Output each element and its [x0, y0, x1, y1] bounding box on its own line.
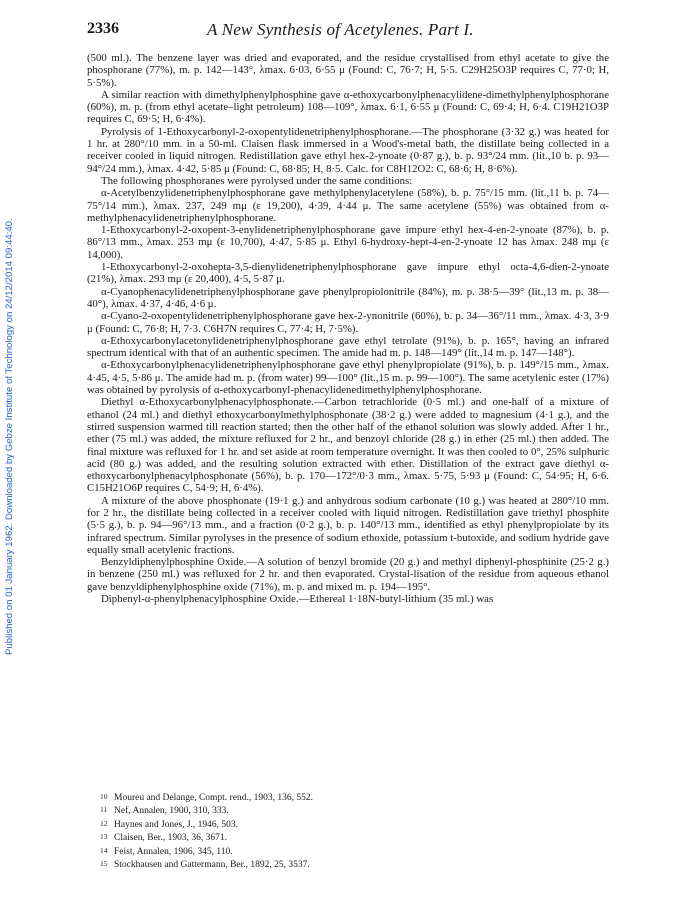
page-header	[87, 20, 609, 40]
reference-item	[100, 858, 560, 871]
paragraph: A mixture of the above phosphonate (19·1 g.) and anhydrous sodium carbonate (10 g.) was heated at 280°/10 mm. for 2 hr., the distillate being collected in a receiver cooled with liquid nitrogen. Redistillation gave triethyl phosphite (5·5 g.), b. p. 94—96°/13 mm., and a fraction (0·2 g.), b. p. 140°/13 mm., identified as ethyl phenylpropiolate by its infrared spectrum. Similar pyrolyses in the presence of sodium ethoxide, potassium t-butoxide, and sodium hydride gave equally small acetylenic fractions.	[87, 494, 609, 556]
paragraph: 1-Ethoxycarbonyl-2-oxohepta-3,5-dienylidenetriphenylphosphorane gave impure ethyl octa-4,6-dien-2-ynoate (21%), λmax. 293 mμ (ε 20,400), 4·5, 5·87 μ.	[87, 261, 609, 286]
reference-text: Haynes and Jones, J., 1946, 503.	[114, 819, 239, 830]
paragraph: Benzyldiphenylphosphine Oxide.—A solution of benzyl bromide (20 g.) and methyl diphenyl-phosphinite (25·2 g.) in benzene (250 ml.) was refluxed for 2 hr. and then evaporated. Crystal-lisation of the residue from aqueous ethanol gave benzyldiphenylphosphine oxide (71%), m. p. and mixed m. p. 194—195°.	[87, 556, 609, 593]
paragraph: A similar reaction with dimethylphenylphosphine gave α-ethoxycarbonylphenacylidene-dimethylphenylphosphorane (60%), m. p. (from ethyl acetate–light petroleum) 108—109°, λmax. 6·1, 6·55 μ (Found: C, 69·4; H, 6·4. C19H21O3P requires C, 69·5; H, 6·4%).	[87, 88, 609, 126]
paragraph: α-Cyanophenacylidenetriphenylphosphorane gave phenylpropiolonitrile (84%), m. p. 38·5—39° (lit.,13 m. p. 38—40°), λmax. 4·37, 4·46, 4·6 μ.	[87, 285, 609, 310]
reference-item	[100, 804, 560, 817]
paragraph: α-Ethoxycarbonylphenacylidenetriphenylphosphorane gave ethyl phenylpropiolate (91%), b. p. 149°/15 mm., λmax. 4·45, 4·5, 5·86 μ. The amide had m. p. (from water) 99—100° (lit.,15 m. p. 99—100°). The same acetylenic ester (17%) was obtained by pyrolysis of α-ethoxycarbonyl-phenacylidenedimethylphenylphosphorane.	[87, 359, 609, 397]
paragraph: (500 ml.). The benzene layer was dried and evaporated, and the residue crystallised from ethyl acetate to give the phosphorane (77%), m. p. 142—143°, λmax. 6·03, 6·55 μ (Found: C, 76·7; H, 5·5. C29H25O3P requires C, 77·0; H, 5·5%).	[87, 52, 609, 89]
download-notice	[4, 95, 18, 655]
reference-item	[100, 818, 560, 831]
download-notice-text: Published on 01 January 1962. Downloaded by Gebze Institute of Technology on 24/12/2014 09:44:40.	[4, 218, 15, 655]
running-title: A New Synthesis of Acetylenes. Part I.	[207, 20, 474, 39]
page-number: 2336	[87, 20, 119, 37]
reference-text: Feist, Annalen, 1906, 345, 110.	[114, 846, 233, 857]
paragraph: α-Ethoxycarbonylacetonylidenetriphenylphosphorane gave ethyl tetrolate (91%), b. p. 165°, having an infrared spectrum identical with that of an authentic specimen. The amide had m. p. 148—149° (lit.,14 m. p. 147—148°).	[87, 334, 609, 360]
paragraph: The following phosphoranes were pyrolysed under the same conditions:	[101, 174, 413, 187]
paragraph: Pyrolysis of 1-Ethoxycarbonyl-2-oxopentylidenetriphenylphosphorane.—The phosphorane (3·32 g.) was heated for 1 hr. at 280°/10 mm. in a 50-ml. Claisen flask immersed in a Wood's-metal bath, the distillate being collected in a receiver cooled in liquid nitrogen. Redistillation gave ethyl hex-2-ynoate (0·87 g.), b. p. 93°/24 mm. (lit.,10 b. p. 93—94°/24 mm.), λmax. 4·42, 5·85 μ (Found: C, 68·85; H, 8·5. Calc. for C8H12O2: C, 68·6; H, 8·6%).	[87, 125, 609, 175]
paragraph: Diethyl α-Ethoxycarbonylphenacylphosphonate.—Carbon tetrachloride (0·5 ml.) and one-half of a mixture of ethanol (24 ml.) and diethyl ethoxycarbonylmethylphosphonate (38·2 g.) were added to magnesium (4·1 g.), and the stirred suspension warmed till reaction started; then the other half of the ethanol solution was slowly added. After 1 hr., ether (75 ml.) was added, the mixture refluxed for 2 hr., and benzoyl chloride (28 g.) in ether (25 ml.) then added. The final mixture was refluxed for 1 hr. and set aside at room temperature overnight. It was then cooled to 0°, 25% sulphuric acid (80 g.) was added, and the resulting solution extracted with ether. Distillation of the extract gave diethyl α-ethoxycarbonylphenacylphosphonate (56%), b. p. 170—172°/0·3 mm., λmax. 5·75, 5·93 μ (Found: C, 54·95; H, 6·6. C15H21O6P requires C, 54·9; H, 6·4%).	[87, 396, 609, 495]
reference-number: 11	[100, 805, 108, 815]
paragraph: α-Cyano-2-oxopentylidenetriphenylphosphorane gave hex-2-ynonitrile (60%), b. p. 34—36°/11 mm., λmax. 4·3, 3·9 μ (Found: C, 76·8; H, 7·3. C6H7N requires C, 77·4; H, 7·5%).	[87, 310, 609, 335]
reference-number: 15	[100, 859, 108, 869]
reference-text: Stockhausen and Gattermann, Ber., 1892, 25, 3537.	[114, 860, 310, 871]
paragraph: 1-Ethoxycarbonyl-2-oxopent-3-enylidenetriphenylphosphorane gave impure ethyl hex-4-en-2-ynoate (87%), b. p. 86°/13 mm., λmax. 253 mμ (ε 10,700), 4·47, 5·85 μ. Ethyl 6-hydroxy-hept-4-en-2-ynoate 12 has λmax. 248 mμ (ε 14,000).	[87, 224, 609, 261]
reference-number: 12	[100, 818, 108, 828]
reference-number: 13	[100, 832, 108, 842]
references	[100, 791, 560, 871]
paragraph: α-Acetylbenzylidenetriphenylphosphorane gave methylphenylacetylene (58%), b. p. 75°/15 mm. (lit.,11 b. p. 74—75°/14 mm.), λmax. 237, 249 mμ (ε 19,200), 4·39, 4·44 μ. The same acetylene (55%) was obtained from α-methylphenacylidenetriphenylphosphorane.	[87, 187, 609, 224]
reference-text: Claisen, Ber., 1903, 36, 3671.	[114, 833, 227, 844]
reference-item	[100, 791, 560, 804]
reference-text: Moureu and Delange, Compt. rend., 1903, 136, 552.	[114, 793, 313, 803]
reference-text: Nef, Annalen, 1900, 310, 333.	[114, 806, 229, 817]
paragraph: Diphenyl-α-phenylphenacylphosphine Oxide.—Ethereal 1·18N-butyl-lithium (35 ml.) was	[101, 593, 494, 606]
reference-item	[100, 831, 560, 844]
reference-number: 10	[100, 792, 108, 801]
reference-item	[100, 845, 560, 858]
article-body	[87, 52, 609, 605]
reference-number: 14	[100, 845, 108, 855]
